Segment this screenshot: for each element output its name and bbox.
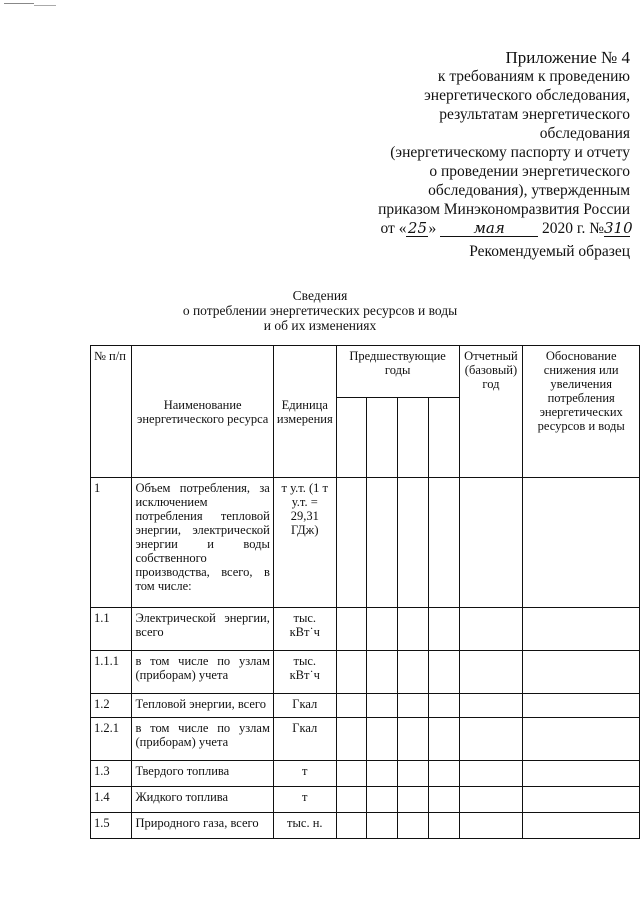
prev-year-cell (428, 398, 459, 478)
header-name: Наименование энергетического ресурса (132, 346, 273, 478)
table-row: 1.3 Твердого топлива т (91, 761, 640, 787)
document-title: Сведения о потреблении энергетических ресурсов и воды и об их изменениях (182, 288, 458, 333)
table-row: 1.5 Природного газа, всего тыс. н. (91, 813, 640, 839)
table-row: 1.2 Тепловой энергии, всего Гкал (91, 694, 640, 718)
header-prev-years: Предшествующие годы (336, 346, 459, 398)
appendix-line: (энергетическому паспорту и отчету (390, 144, 630, 161)
header-num: № п/п (91, 346, 132, 478)
order-date-line: от «25» мая 2020 г. №310 (380, 219, 633, 237)
appendix-number: Приложение № 4 (505, 48, 630, 67)
table-row: 1.4 Жидкого топлива т (91, 787, 640, 813)
consumption-table (90, 345, 640, 839)
appendix-line: обследования (539, 125, 630, 142)
recommended-sample-label: Рекомендуемый образец (469, 243, 630, 260)
scan-mark (34, 5, 56, 6)
appendix-line: результатам энергетического (439, 106, 630, 123)
prev-year-cell (336, 398, 367, 478)
handwritten-order-number: 310 (604, 219, 633, 237)
header-justification: Обоснование снижения или увеличения потребления энергетических ресурсов и воды (523, 346, 640, 478)
scan-mark (4, 3, 34, 4)
header-unit: Единица измерения (273, 346, 336, 478)
header-report-year: Отчетный (базовый) год (459, 346, 523, 478)
prev-year-cell (367, 398, 398, 478)
appendix-line: о проведении энергетического (429, 163, 630, 180)
appendix-line: энергетического обследования, (424, 87, 630, 104)
appendix-block (330, 48, 633, 238)
table-row: 1 Объем потребления, за исключением потребления тепловой энергии, электрической энергии и воды собственного производства, всего, в том числе: т у.т. (1 т у.т. = 29,31 ГДж) (91, 478, 640, 608)
table-row: 1.1 Электрической энергии, всего тыс. кВт˙ч (91, 608, 640, 651)
handwritten-month: мая (440, 221, 538, 237)
prev-year-cell (398, 398, 429, 478)
table-row: 1.2.1 в том числе по узлам (приборам) учета Гкал (91, 718, 640, 761)
handwritten-day: 25 (407, 219, 428, 237)
appendix-line: к требованиям к проведению (437, 68, 630, 85)
appendix-line: приказом Минэкономразвития России (378, 201, 630, 218)
appendix-line: обследования), утвержденным (428, 182, 630, 199)
table-row: 1.1.1 в том числе по узлам (приборам) учета тыс. кВт˙ч (91, 651, 640, 694)
